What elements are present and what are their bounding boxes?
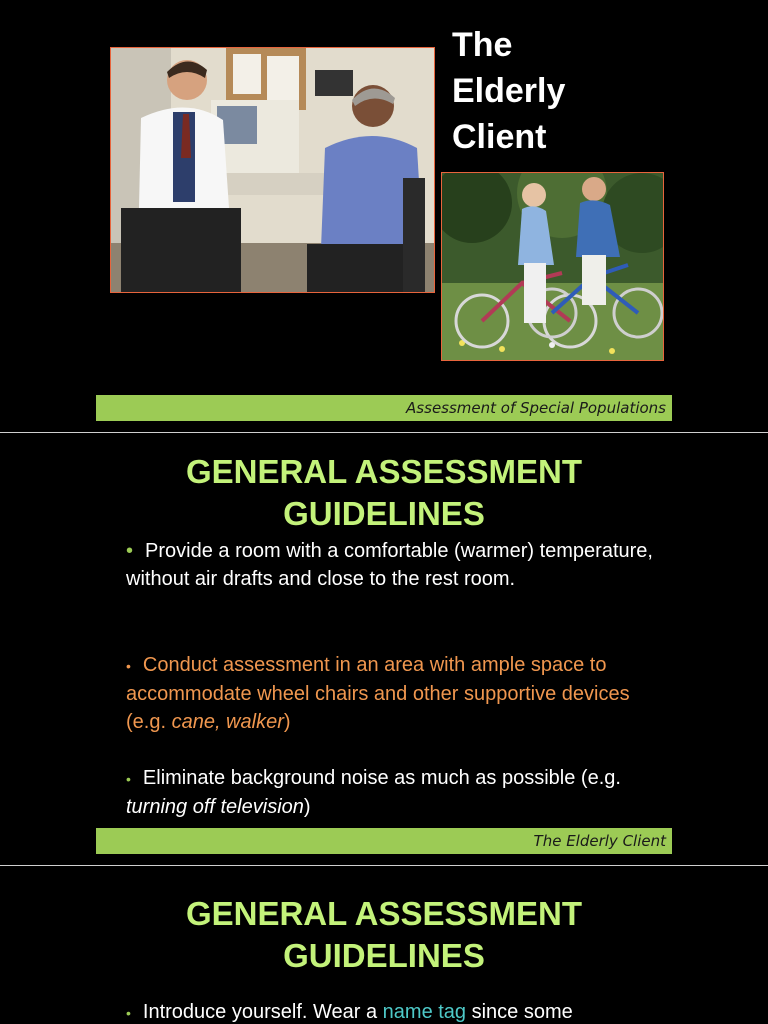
slide-footer-bar: Assessment of Special Populations <box>96 395 672 421</box>
slide-heading-line: GENERAL ASSESSMENT <box>185 453 583 490</box>
seniors-cycling-illustration <box>442 173 663 360</box>
seniors-cycling-photo <box>441 172 664 361</box>
slide-heading-line: GUIDELINES <box>283 495 485 532</box>
slide-3 <box>0 866 768 1024</box>
bullet-text: Introduce yourself. Wear a <box>142 1001 383 1023</box>
slide-2 <box>0 433 768 865</box>
slide-footer-bar: The Elderly Client <box>96 828 672 854</box>
bullet-marker: • <box>126 540 134 562</box>
slide-heading-line: GENERAL ASSESSMENT <box>185 895 583 932</box>
slide-heading <box>0 893 768 977</box>
bullet-text-end: ) <box>283 711 291 733</box>
doctor-consultation-photo <box>110 47 435 293</box>
slide-title-line: Client <box>452 118 547 156</box>
bullet-text-italic: turning off television <box>126 796 304 818</box>
bullet-item-room <box>126 537 656 593</box>
slide-title-line: Elderly <box>452 72 566 110</box>
slide-title-line: The <box>452 26 513 64</box>
slide-1 <box>0 0 768 432</box>
bullet-text-italic: cane, walker <box>171 711 284 733</box>
slide-title <box>452 22 565 160</box>
bullet-marker: • <box>126 1005 131 1021</box>
bullet-text: Provide a room with a comfortable (warmer) temperature, without air drafts and close to the rest room. <box>126 540 653 590</box>
bullet-text-end: ) <box>303 796 311 818</box>
bullet-text-highlight: name tag <box>382 1001 467 1023</box>
bullet-item-space <box>126 651 656 736</box>
bullet-marker: • <box>126 771 131 787</box>
bullet-item-noise <box>126 764 656 821</box>
bullet-item-introduce <box>126 998 686 1024</box>
slide-heading <box>0 451 768 535</box>
slide-heading-line: GUIDELINES <box>283 937 485 974</box>
bullet-text: Eliminate background noise as much as possible (e.g. <box>142 767 621 789</box>
bullet-marker: • <box>126 658 131 674</box>
bullet-text: Conduct assessment in an area with ample space to accommodate wheel chairs and other supportive devices (e.g. <box>126 654 630 733</box>
bullet-text-end: since some <box>466 1001 573 1023</box>
doctor-consultation-illustration <box>111 48 434 292</box>
